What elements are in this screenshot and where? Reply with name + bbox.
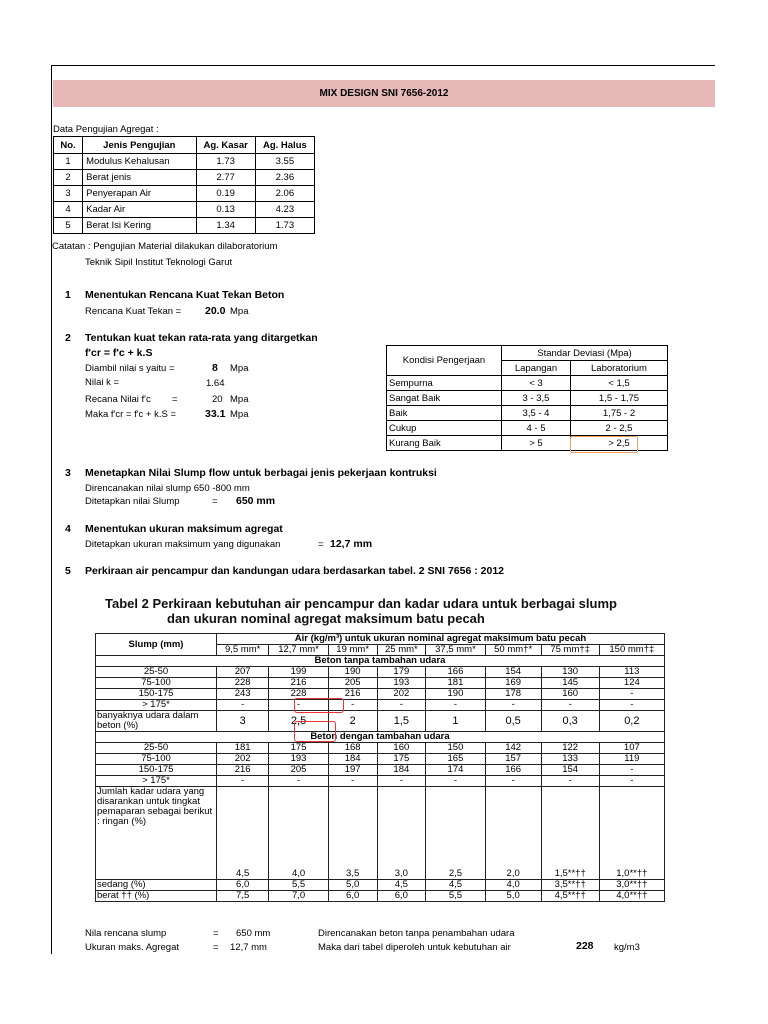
cell: 107	[599, 743, 664, 754]
cell-highlighted: 2,5	[269, 711, 329, 732]
step-3-number: 3	[65, 467, 71, 479]
step-3-title: Menetapkan Nilai Slump flow untuk berbagai jenis pekerjaan kontruksi	[85, 467, 437, 479]
k-value: 1.64	[206, 378, 225, 389]
footer-agg-equals: =	[213, 942, 219, 953]
col-header: Ag. Kasar	[196, 137, 255, 154]
cell: Jumlah kadar udara yang disarankan untuk tingkat pemaparan sebagai berikut : ringan (%)	[96, 787, 217, 880]
table-row	[54, 202, 315, 218]
table-header-row	[54, 137, 315, 154]
cell: 7,0	[269, 891, 329, 902]
cell: 2 - 2,5	[571, 421, 668, 436]
cell: 228	[217, 678, 269, 689]
cell: 1.34	[196, 218, 255, 234]
footer-slump-equals: =	[213, 928, 219, 939]
cell: 2.36	[255, 170, 314, 186]
cell: 1.73	[255, 218, 314, 234]
table-header-row	[387, 346, 668, 361]
s-unit: Mpa	[230, 363, 249, 374]
cell: 4,0	[485, 880, 541, 891]
cell: Baik	[387, 406, 502, 421]
col-header: 12,7 mm*	[269, 645, 329, 656]
table-row	[96, 700, 665, 711]
agg-caption: Data Pengujian Agregat :	[53, 124, 159, 135]
cell: 1	[54, 154, 83, 170]
cell: 175	[269, 743, 329, 754]
cell: < 3	[502, 376, 571, 391]
col-header: Standar Deviasi (Mpa)	[502, 346, 668, 361]
cell: 178	[485, 689, 541, 700]
cell: 3,5 - 4	[502, 406, 571, 421]
table-row	[96, 787, 665, 880]
table-row	[54, 170, 315, 186]
step-1-unit: Mpa	[230, 306, 249, 317]
table-row	[387, 376, 668, 391]
cell: 4,0	[269, 787, 329, 880]
col-header: 50 mm†*	[485, 645, 541, 656]
page-frame-left	[51, 66, 52, 954]
cell: 184	[328, 754, 377, 765]
cell: Cukup	[387, 421, 502, 436]
fcr-label: Maka f'cr = f'c + k.S =	[85, 409, 177, 420]
cell: 150-175	[96, 765, 217, 776]
cell: -	[485, 776, 541, 787]
cell: -	[269, 776, 329, 787]
cell: -	[426, 776, 486, 787]
cell: 75-100	[96, 754, 217, 765]
cell: 122	[541, 743, 599, 754]
cell: 1,0**††	[599, 787, 664, 880]
cell: 174	[426, 765, 486, 776]
cell: -	[599, 689, 664, 700]
cell: 1.73	[196, 154, 255, 170]
cell: 216	[269, 678, 329, 689]
k-label: Nilai k =	[85, 377, 120, 388]
cell: 5,0	[485, 891, 541, 902]
step-4-title: Menentukan ukuran maksimum agregat	[85, 523, 283, 535]
cell: 179	[377, 667, 426, 678]
page-frame-top	[51, 65, 715, 66]
cell: 190	[426, 689, 486, 700]
fc-value: 20	[212, 394, 223, 405]
step-2-title: Tentukan kuat tekan rata-rata yang ditargetkan	[85, 332, 318, 344]
cell: 202	[217, 754, 269, 765]
cell: 165	[426, 754, 486, 765]
cell: Kadar Air	[83, 202, 196, 218]
cell: 169	[485, 678, 541, 689]
cell: Berat Isi Kering	[83, 218, 196, 234]
cell: -	[328, 700, 377, 711]
col-header: Lapangan	[502, 361, 571, 376]
table-row	[387, 406, 668, 421]
step-1-value: 20.0	[205, 305, 226, 317]
tabel2-title-line1: Tabel 2 Perkiraan kebutuhan air pencampur dan kadar udara untuk berbagai slump	[105, 596, 617, 611]
table-row	[387, 391, 668, 406]
cell: 4,5	[377, 880, 426, 891]
cell: -	[599, 700, 664, 711]
cell: Kurang Baik	[387, 436, 502, 451]
cell: Sempurna	[387, 376, 502, 391]
cell: 2,0	[485, 787, 541, 880]
table-row	[54, 154, 315, 170]
cell: 75-100	[96, 678, 217, 689]
cell: 130	[541, 667, 599, 678]
step-4-number: 4	[65, 523, 71, 535]
s-label: Diambil nilai s yaitu =	[85, 363, 175, 374]
cell: 154	[541, 765, 599, 776]
cell: 4,5	[217, 787, 269, 880]
cell: 6,0	[377, 891, 426, 902]
table-row	[387, 421, 668, 436]
step-5-number: 5	[65, 565, 71, 577]
step-1-label: Rencana Kuat Tekan =	[85, 306, 182, 317]
col-header: 150 mm†‡	[599, 645, 664, 656]
fc-label: Recana Nilai f'c	[85, 394, 151, 405]
col-header: Air (kg/m³) untuk ukuran nominal agregat maksimum batu pecah	[217, 634, 665, 645]
tabel2-title-line2: dan ukuran nominal agregat maksimum batu pecah	[167, 611, 485, 626]
cell: 25-50	[96, 743, 217, 754]
cell: 3,5	[328, 787, 377, 880]
step-2-formula: f'cr = f'c + k.S	[85, 347, 153, 359]
cell: 150-175	[96, 689, 217, 700]
cell: 0.19	[196, 186, 255, 202]
table-row	[96, 776, 665, 787]
cell: -	[599, 765, 664, 776]
table-row	[96, 891, 665, 902]
cell: 3.55	[255, 154, 314, 170]
cell: 2	[54, 170, 83, 186]
cell: 202	[377, 689, 426, 700]
fc-unit: Mpa	[230, 394, 249, 405]
cell: Sangat Baik	[387, 391, 502, 406]
cell: 3,0**††	[599, 880, 664, 891]
cell: 5	[54, 218, 83, 234]
slump-value: 650 mm	[236, 495, 276, 507]
cell: 193	[269, 754, 329, 765]
col-header: No.	[54, 137, 83, 154]
cell: 168	[328, 743, 377, 754]
cell: > 2,5	[571, 436, 668, 451]
max-agg-value: 12,7 mm	[330, 538, 373, 550]
cell: 2	[328, 711, 377, 732]
fc-equals: =	[172, 394, 178, 405]
col-header: Slump (mm)	[96, 634, 217, 656]
note-line-1: Catatan : Pengujian Material dilakukan dilaboratorium	[52, 241, 278, 252]
s-value: 8	[212, 362, 218, 374]
cell: 4,5**††	[541, 891, 599, 902]
col-header: 19 mm*	[328, 645, 377, 656]
cell-highlighted: 228	[269, 689, 329, 700]
cell: 160	[377, 743, 426, 754]
cell: > 175*	[96, 776, 217, 787]
cell: 166	[485, 765, 541, 776]
cell: 3	[217, 711, 269, 732]
cell: berat †† (%)	[96, 891, 217, 902]
cell: 150	[426, 743, 486, 754]
cell: Penyerapan Air	[83, 186, 196, 202]
cell: 4 - 5	[502, 421, 571, 436]
cell: -	[217, 700, 269, 711]
cell: 175	[377, 754, 426, 765]
water-requirement-unit: kg/m3	[614, 942, 640, 953]
cell: 2.77	[196, 170, 255, 186]
cell: > 175*	[96, 700, 217, 711]
cell: 199	[269, 667, 329, 678]
col-header: 75 mm†‡	[541, 645, 599, 656]
cell: < 1,5	[571, 376, 668, 391]
cell: 5,5	[269, 880, 329, 891]
aggregate-table	[53, 136, 315, 234]
footer-slump-value: 650 mm	[236, 928, 271, 939]
cell: 1,5**††	[541, 787, 599, 880]
cell: -	[328, 776, 377, 787]
cell: 3,0	[377, 787, 426, 880]
cell: 133	[541, 754, 599, 765]
cell: -	[377, 700, 426, 711]
cell: 166	[426, 667, 486, 678]
cell: 4	[54, 202, 83, 218]
cell: 1	[426, 711, 486, 732]
col-header: Ag. Halus	[255, 137, 314, 154]
table-row	[54, 186, 315, 202]
cell: 193	[377, 678, 426, 689]
table-row	[96, 711, 665, 732]
cell: 1,75 - 2	[571, 406, 668, 421]
col-header: Kondisi Pengerjaan	[387, 346, 502, 376]
cell: 243	[217, 689, 269, 700]
step-2-number: 2	[65, 332, 71, 344]
col-header: Jenis Pengujian	[83, 137, 196, 154]
fcr-unit: Mpa	[230, 409, 249, 420]
cell: 5,0	[328, 880, 377, 891]
cell: 7,5	[217, 891, 269, 902]
cell: banyaknya udara dalam beton (%)	[96, 711, 217, 732]
cell: -	[599, 776, 664, 787]
fcr-value: 33.1	[205, 408, 226, 420]
cell: 2,5	[426, 787, 486, 880]
step-3-line1: Direncanakan nilai slump 650 -800 mm	[85, 483, 250, 494]
cell: 0,3	[541, 711, 599, 732]
table-row	[96, 754, 665, 765]
cell: > 5	[502, 436, 571, 451]
cell: 145	[541, 678, 599, 689]
cell: 3	[54, 186, 83, 202]
air-value-highlight	[294, 721, 336, 742]
footer-agg-label: Ukuran maks. Agregat	[85, 942, 179, 953]
table-row	[54, 218, 315, 234]
cell: 216	[328, 689, 377, 700]
cell: -	[541, 700, 599, 711]
cell: 1,5	[377, 711, 426, 732]
step-1-title: Menentukan Rencana Kuat Tekan Beton	[85, 289, 285, 301]
cell: 181	[426, 678, 486, 689]
col-header: Laboratorium	[571, 361, 668, 376]
max-agg-label: Ditetapkan ukuran maksimum yang digunakan	[85, 539, 281, 550]
footer-slump-label: Nila rencana slump	[85, 928, 167, 939]
cell: Berat jenis	[83, 170, 196, 186]
table-row	[96, 678, 665, 689]
step-1-number: 1	[65, 289, 71, 301]
section-header: Beton tanpa tambahan udara	[96, 656, 665, 667]
cell: 190	[328, 667, 377, 678]
tabel2-title	[105, 596, 617, 626]
section-row	[96, 732, 665, 743]
cell: 205	[269, 765, 329, 776]
cell: 0.13	[196, 202, 255, 218]
note-line-2: Teknik Sipil Institut Teknologi Garut	[85, 257, 233, 268]
cell: -	[485, 700, 541, 711]
cell: 1,5 - 1,75	[571, 391, 668, 406]
table-row	[96, 880, 665, 891]
cell: 160	[541, 689, 599, 700]
col-header: 37,5 mm*	[426, 645, 486, 656]
cell: 25-50	[96, 667, 217, 678]
slump-label: Ditetapkan nilai Slump	[85, 496, 180, 507]
table-header-row	[96, 634, 665, 645]
table-row	[96, 689, 665, 700]
cell: 5,5	[426, 891, 486, 902]
cell: -	[426, 700, 486, 711]
cell: 113	[599, 667, 664, 678]
cell: 6,0	[217, 880, 269, 891]
cell: 154	[485, 667, 541, 678]
water-requirement-table	[95, 633, 665, 902]
cell: 0,2	[599, 711, 664, 732]
step-5-title: Perkiraan air pencampur dan kandungan udara berdasarkan tabel. 2 SNI 7656 : 2012	[85, 565, 505, 577]
cell: 4,0**††	[599, 891, 664, 902]
cell: 6,0	[328, 891, 377, 902]
footer-note-2: Maka dari tabel diperoleh untuk kebutuhan air	[318, 942, 511, 953]
footer-agg-value: 12,7 mm	[230, 942, 267, 953]
cell: 4.23	[255, 202, 314, 218]
cell: -	[269, 700, 329, 711]
cell: 157	[485, 754, 541, 765]
cell: -	[541, 776, 599, 787]
cell: -	[377, 776, 426, 787]
cell: -	[217, 776, 269, 787]
cell: 216	[217, 765, 269, 776]
cell: 207	[217, 667, 269, 678]
table-row	[96, 743, 665, 754]
cell: 3,5**††	[541, 880, 599, 891]
cell: 3 - 3,5	[502, 391, 571, 406]
max-agg-equals: =	[318, 539, 324, 550]
table-row	[96, 765, 665, 776]
water-value-highlight	[294, 698, 344, 713]
col-header: 25 mm*	[377, 645, 426, 656]
water-requirement-value: 228	[576, 940, 594, 952]
cell: 142	[485, 743, 541, 754]
cell: 2.06	[255, 186, 314, 202]
cell: Modulus Kehalusan	[83, 154, 196, 170]
table-row	[96, 667, 665, 678]
col-header: 9,5 mm*	[217, 645, 269, 656]
page-title: MIX DESIGN SNI 7656-2012	[53, 80, 715, 107]
cell: 4,5	[426, 880, 486, 891]
slump-equals: =	[212, 496, 218, 507]
cell: 181	[217, 743, 269, 754]
cell: 0,5	[485, 711, 541, 732]
section-header: Beton dengan tambahan udara	[96, 732, 665, 743]
cell: 197	[328, 765, 377, 776]
cell: 184	[377, 765, 426, 776]
cell: 205	[328, 678, 377, 689]
cell: 124	[599, 678, 664, 689]
selected-deviation-highlight	[570, 436, 638, 453]
section-row	[96, 656, 665, 667]
footer-note-1: Direncanakan beton tanpa penambahan udara	[318, 928, 515, 939]
cell: sedang (%)	[96, 880, 217, 891]
cell: 119	[599, 754, 664, 765]
